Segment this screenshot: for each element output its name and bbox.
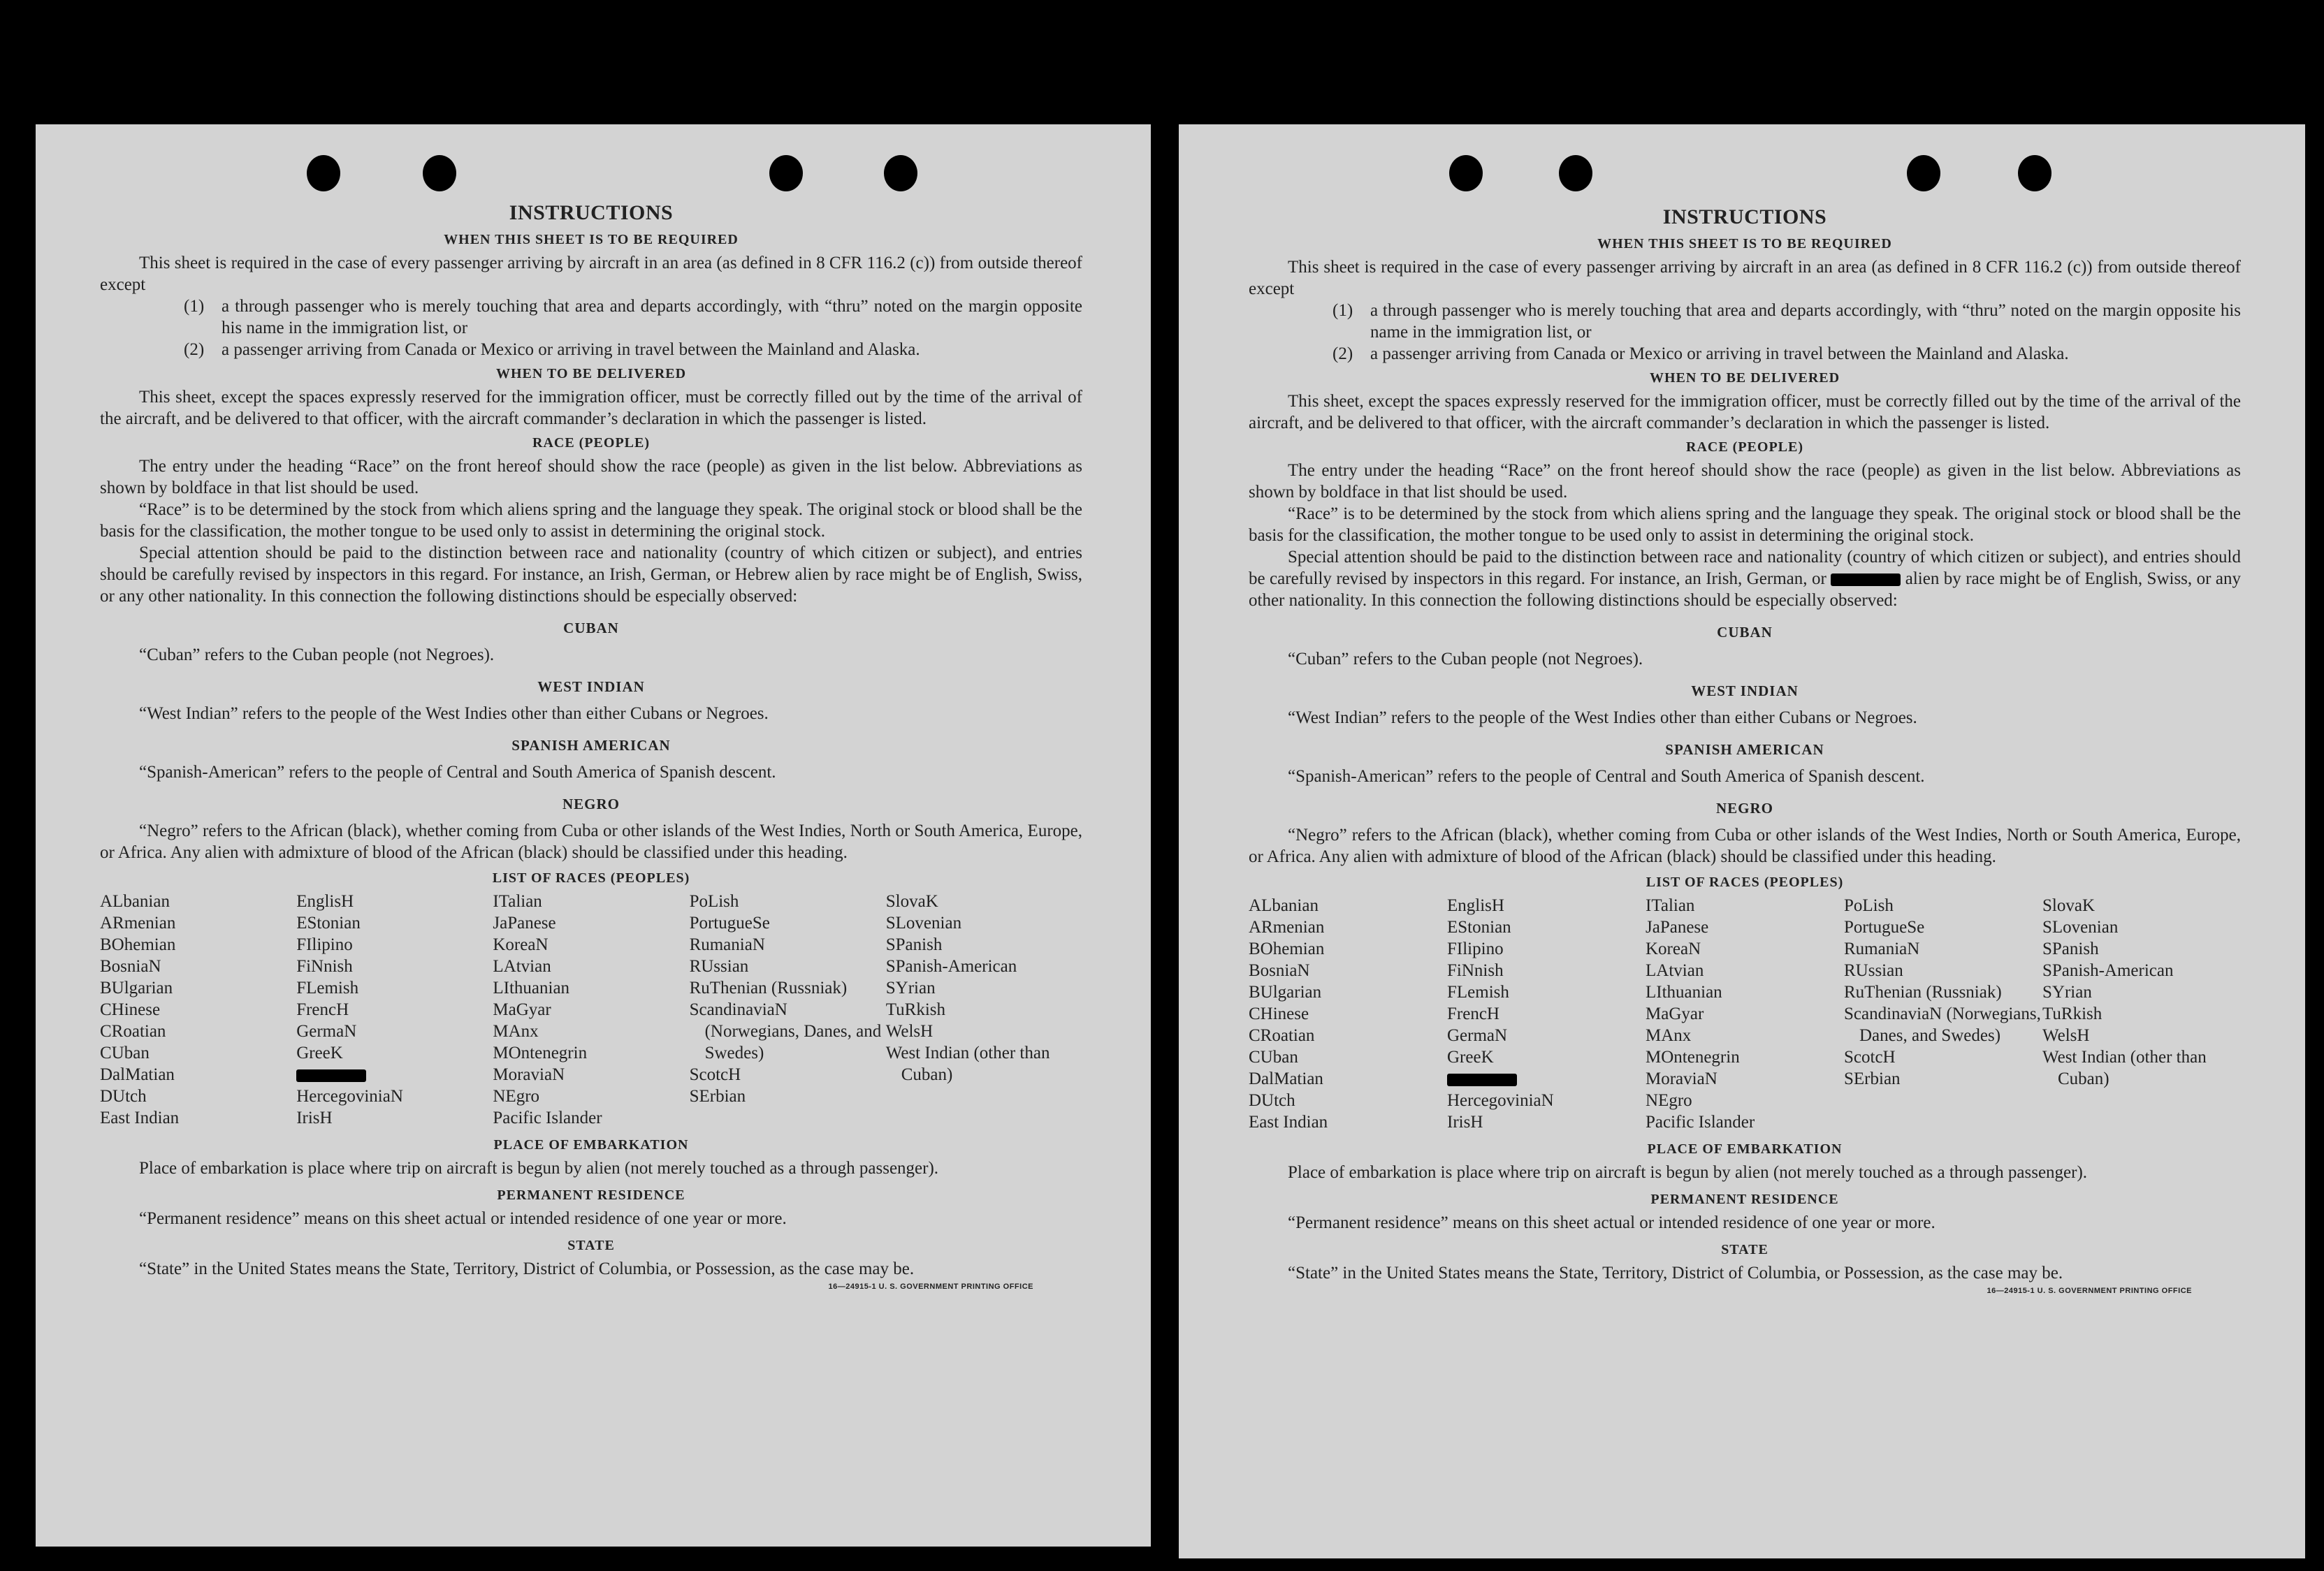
races-column [1447,895,1646,1133]
punch-hole [423,155,456,191]
race-entry: NEgro [1646,1091,1692,1110]
race-entry: ARmenian [1249,918,1325,937]
races-column [1844,895,2042,1133]
race-entry: CUban [100,1044,150,1062]
exception-text: a passenger arriving from Canada or Mexico or arriving in travel between the Mainland and Alaska. [1370,344,2069,363]
race-entry: BUlgarian [100,979,173,998]
race-entry-redacted [1447,1068,1646,1090]
embarkation-text: Place of embarkation is place where trip on aircraft is begun by alien (not merely touched as a through passenger). [1288,1163,2088,1182]
race-entry: JaPanese [493,914,556,933]
printer-imprint: 16—24915-1 U. S. GOVERNMENT PRINTING OFFICE [828,1283,1033,1291]
race-entry: SErbian [689,1087,746,1106]
race-entry: MOntenegrin [493,1044,588,1062]
race-entry: FiNnish [1447,961,1504,980]
race-entry: LAtvian [1646,961,1704,980]
race-entry: FLemish [1447,983,1509,1002]
race-entry: CHinese [100,1000,161,1019]
race-paragraph: “Race” is to be determined by the stock from which aliens spring and the language they speak. The original stock or blood shall be the basis for the classification, the mother tongue to be used only to assist in determining the original stock. [1249,504,2241,545]
embarkation-text: Place of embarkation is place where trip on aircraft is begun by alien (not merely touched as a through passenger). [139,1159,939,1178]
race-entry: West Indian (other than Cuban) [2042,1048,2207,1088]
race-paragraph: The entry under the heading “Race” on the front hereof should show the race (people) as given in the list below. Abbreviations as shown by boldface in that list should be used. [100,457,1082,497]
when-required-intro: This sheet is required in the case of every passenger arriving by aircraft in an area (as defined in 8 CFR 116.2 (c)) from outside thereof except [1249,258,2241,298]
race-entry: SPanish [885,935,943,954]
races-column [690,891,886,1129]
section-heading-list-of-races: LIST OF RACES (PEOPLES) [492,870,690,886]
race-entry: MaGyar [1646,1004,1704,1023]
races-list [100,891,1082,1129]
race-entry: LAtvian [493,957,551,976]
race-entry: JaPanese [1646,918,1709,937]
race-entry: BUlgarian [1249,983,1322,1002]
race-entry: PoLish [689,892,739,911]
when-delivered-text: This sheet, except the spaces expressly reserved for the immigration officer, must be correctly filled out by the time of the arrival of the aircraft, and be delivered to that officer, with the aircraft commander’s declaration in which the passenger is listed. [1249,392,2241,432]
race-entry: ITalian [493,892,542,911]
section-heading-state: STATE [1721,1242,1769,1257]
punch-hole [1907,155,1940,191]
race-paragraph [1249,546,2241,611]
race-entry: West Indian (other than Cuban) [885,1044,1050,1084]
section-heading-when-delivered: WHEN TO BE DELIVERED [1649,370,1840,386]
race-entry: FIlipino [1447,940,1504,958]
race-entry: MoraviaN [1646,1069,1717,1088]
race-entry: SPanish [2042,940,2099,958]
spanish-american-text: “Spanish-American” refers to the people of Central and South America of Spanish descent. [1288,767,1925,786]
race-entry: SPanish-American [2042,961,2174,980]
race-entry: BOhemian [100,935,176,954]
punch-hole [884,155,917,191]
race-entry: SYrian [885,979,936,998]
exception-number: (1) [184,297,205,316]
race-entry: DalMatian [1249,1069,1323,1088]
punch-hole [307,155,340,191]
section-heading-cuban: CUBAN [1717,624,1773,641]
exception-number: (1) [1332,301,1353,320]
race-entry: FIlipino [296,935,353,954]
race-entry: MaGyar [493,1000,551,1019]
race-entry: FiNnish [296,957,353,976]
races-column [296,891,493,1129]
exception-text: a through passenger who is merely touching that area and departs accordingly, with “thru” noted on the margin opposite his name in the immigration list, or [221,297,1082,337]
race-entry: DalMatian [100,1065,175,1084]
section-heading-race: RACE (PEOPLE) [532,435,650,451]
race-paragraph: The entry under the heading “Race” on the front hereof should show the race (people) as given in the list below. Abbreviations as shown by boldface in that list should be used. [1249,461,2241,502]
race-entry: RumaniaN [689,935,765,954]
race-entry: MAnx [493,1022,539,1041]
race-entry: ITalian [1646,896,1695,915]
section-heading-west-indian: WEST INDIAN [1691,682,1799,699]
section-heading-permanent-residence: PERMANENT RESIDENCE [497,1188,685,1203]
race-entry: ScotcH [689,1065,741,1084]
race-entry: BosniaN [100,957,161,976]
race-entry: ALbanian [1249,896,1319,915]
race-entry: SlovaK [2042,896,2095,915]
race-entry: RUssian [689,957,749,976]
cuban-text: “Cuban” refers to the Cuban people (not Negroes). [139,645,495,664]
race-entry: East Indian [100,1109,180,1127]
punch-hole [2018,155,2051,191]
races-column [2042,895,2241,1133]
section-heading-when-required: WHEN THIS SHEET IS TO BE REQUIRED [1597,236,1892,251]
printer-imprint: 16—24915-1 U. S. GOVERNMENT PRINTING OFFICE [1987,1287,2192,1295]
race-paragraph: Special attention should be paid to the distinction between race and nationality (country of which citizen or subject), and entries should be carefully revised by inspectors in this regard. For instance, an Irish, German, or Hebrew alien by race might be of English, Swiss, or any other nationality. In this connection the following distinctions should be especially observed: [100,543,1082,606]
race-entry: KoreaN [1646,940,1701,958]
section-heading-race: RACE (PEOPLE) [1686,439,1803,455]
race-entry: CRoatian [1249,1026,1315,1045]
race-entry: SlovaK [885,892,938,911]
race-entry: FrencH [1447,1004,1499,1023]
section-heading-cuban: CUBAN [563,620,619,636]
section-heading-state: STATE [567,1238,615,1253]
race-entry: HercegoviniaN [1447,1091,1554,1110]
document-page-left [36,124,1151,1547]
race-entry: ALbanian [100,892,170,911]
section-heading-negro: NEGRO [562,796,620,812]
punch-hole [1449,155,1483,191]
races-column [1249,895,1447,1133]
race-entry: MOntenegrin [1646,1048,1740,1067]
state-text: “State” in the United States means the State, Territory, District of Columbia, or Possession, as the case may be. [139,1259,915,1278]
exception-text: a through passenger who is merely touching that area and departs accordingly, with “thru” noted on the margin opposite his name in the immigration list, or [1370,301,2241,342]
race-entry: EStonian [1447,918,1511,937]
race-entry: CHinese [1249,1004,1309,1023]
race-entry: DUtch [100,1087,147,1106]
race-entry: MoraviaN [493,1065,565,1084]
race-entry: SLovenian [885,914,962,933]
negro-text: “Negro” refers to the African (black), whether coming from Cuba or other islands of the West Indies, North or South America, Europe, or Africa. Any alien with admixture of blood of the African (black) should be classified under this heading. [100,821,1082,862]
race-entry: HercegoviniaN [296,1087,403,1106]
race-entry: RumaniaN [1844,940,1920,958]
exception-item [1249,343,2241,365]
section-heading-spanish-american: SPANISH AMERICAN [511,737,671,754]
race-entry: EnglisH [296,892,354,911]
residence-text: “Permanent residence” means on this sheet actual or intended residence of one year or more. [139,1209,787,1228]
race-entry: Pacific Islander [493,1109,602,1127]
races-list [1249,895,2241,1133]
race-entry: SPanish-American [885,957,1017,976]
page-title: INSTRUCTIONS [1662,205,1827,228]
race-entry-redacted [296,1064,493,1086]
exception-text: a passenger arriving from Canada or Mexico or arriving in travel between the Mainland and Alaska. [221,340,920,359]
race-entry: GreeK [296,1044,343,1062]
race-entry: TuRkish [885,1000,945,1019]
exception-item [100,295,1082,339]
when-delivered-text: This sheet, except the spaces expressly reserved for the immigration officer, must be correctly filled out by the time of the arrival of the aircraft, and be delivered to that officer, with the aircraft commander’s declaration in which the passenger is listed. [100,388,1082,428]
redaction-mark [1447,1074,1517,1086]
race-entry: CRoatian [100,1022,166,1041]
exception-item [100,339,1082,360]
spanish-american-text: “Spanish-American” refers to the people of Central and South America of Spanish descent. [139,763,776,782]
race-entry: KoreaN [493,935,549,954]
west-indian-text: “West Indian” refers to the people of the West Indies other than either Cubans or Negroes. [1288,708,1917,727]
races-column [493,891,689,1129]
races-column [100,891,296,1129]
section-heading-permanent-residence: PERMANENT RESIDENCE [1650,1192,1839,1207]
races-column [886,891,1082,1129]
race-entry: RUssian [1844,961,1903,980]
race-entry: CUban [1249,1048,1298,1067]
race-entry: GermaN [1447,1026,1508,1045]
race-entry: SErbian [1844,1069,1901,1088]
redaction-mark [296,1069,366,1082]
when-required-intro: This sheet is required in the case of every passenger arriving by aircraft in an area (as defined in 8 CFR 116.2 (c)) from outside thereof except [100,254,1082,294]
race-entry: LIthuanian [493,979,570,998]
race-entry: PortugueSe [1844,918,1925,937]
race-entry: East Indian [1249,1113,1328,1132]
exception-number: (2) [184,340,205,359]
race-entry: PoLish [1844,896,1894,915]
races-column [1646,895,1844,1133]
punch-hole [1559,155,1592,191]
race-entry: ScandinaviaN (Norwegians, Danes, and Swedes) [1844,1004,2041,1045]
negro-text: “Negro” refers to the African (black), whether coming from Cuba or other islands of the West Indies, North or South America, Europe, or Africa. Any alien with admixture of blood of the African (black) should be classified under this heading. [1249,826,2241,866]
race-entry: MAnx [1646,1026,1692,1045]
race-entry: SYrian [2042,983,2092,1002]
section-heading-when-required: WHEN THIS SHEET IS TO BE REQUIRED [444,232,739,247]
race-entry: ScandinaviaN (Norwegians, Danes, and Swedes) [689,1000,882,1062]
race-entry: IrisH [1447,1113,1483,1132]
race-entry: Pacific Islander [1646,1113,1755,1132]
section-heading-when-delivered: WHEN TO BE DELIVERED [495,366,687,381]
race-paragraph: “Race” is to be determined by the stock from which aliens spring and the language they speak. The original stock or blood shall be the basis for the classification, the mother tongue to be used only to assist in determining the original stock. [100,500,1082,541]
exception-number: (2) [1332,344,1353,363]
race-entry: WelsH [885,1022,934,1041]
race-paragraph-part: Special attention should be paid to the distinction between race and nationality (country of which citizen or subject), and entries should be carefully revised by inspectors in this regard. For instance, an Irish, German, or [1249,548,2241,588]
race-entry: RuThenian (Russniak) [1844,983,2002,1002]
race-paragraph-part: alien by race might be of English, Swiss, or any other nationality. In this connection the following distinctions should be especially observed: [1249,569,2242,610]
document-page-right [1179,124,2305,1558]
race-entry: DUtch [1249,1091,1295,1110]
race-entry: IrisH [296,1109,333,1127]
race-entry: PortugueSe [689,914,770,933]
exception-item [1249,300,2241,343]
section-heading-spanish-american: SPANISH AMERICAN [1665,741,1824,758]
page-title: INSTRUCTIONS [509,201,674,224]
section-heading-negro: NEGRO [1715,800,1773,817]
race-entry: GermaN [296,1022,357,1041]
race-entry: BosniaN [1249,961,1310,980]
race-entry: TuRkish [2042,1004,2103,1023]
state-text: “State” in the United States means the State, Territory, District of Columbia, or Possession, as the case may be. [1288,1264,2063,1283]
section-heading-embarkation: PLACE OF EMBARKATION [1647,1141,1843,1157]
race-entry: BOhemian [1249,940,1325,958]
race-entry: GreeK [1447,1048,1494,1067]
race-entry: ScotcH [1844,1048,1896,1067]
redaction-mark [1831,573,1901,586]
race-entry: LIthuanian [1646,983,1722,1002]
race-entry: EnglisH [1447,896,1504,915]
section-heading-embarkation: PLACE OF EMBARKATION [493,1137,689,1153]
cuban-text: “Cuban” refers to the Cuban people (not Negroes). [1288,650,1643,668]
section-heading-west-indian: WEST INDIAN [537,678,645,695]
race-entry: SLovenian [2042,918,2119,937]
race-entry: FrencH [296,1000,349,1019]
race-entry: ARmenian [100,914,176,933]
race-entry: NEgro [493,1087,540,1106]
race-entry: EStonian [296,914,361,933]
punch-hole [769,155,803,191]
residence-text: “Permanent residence” means on this sheet actual or intended residence of one year or more. [1288,1213,1936,1232]
west-indian-text: “West Indian” refers to the people of the West Indies other than either Cubans or Negroes. [139,704,769,723]
section-heading-list-of-races: LIST OF RACES (PEOPLES) [1646,875,1844,890]
race-entry: WelsH [2042,1026,2090,1045]
race-entry: FLemish [296,979,359,998]
race-entry: RuThenian (Russniak) [689,979,848,998]
